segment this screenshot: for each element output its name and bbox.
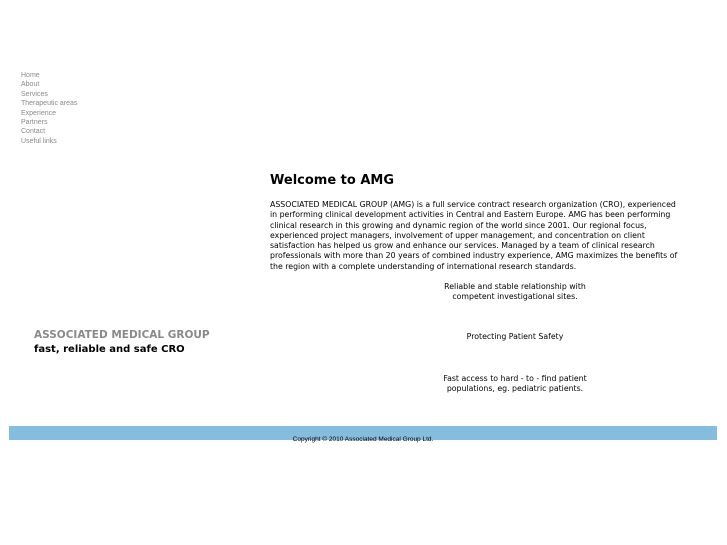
brand-tagline: fast, reliable and safe CRO bbox=[34, 344, 185, 355]
nav-item-therapeutic-areas[interactable]: Therapeutic areas bbox=[21, 100, 78, 108]
main-content bbox=[270, 172, 680, 272]
feature-point-sites: Reliable and stable relationship with competent investigational sites. bbox=[444, 282, 586, 302]
feature-point-safety: Protecting Patient Safety bbox=[466, 332, 564, 341]
nav-item-useful-links[interactable]: Useful links bbox=[21, 137, 57, 145]
page-title: Welcome to AMG bbox=[270, 173, 395, 188]
nav-item-services[interactable]: Services bbox=[21, 90, 48, 98]
nav-item-about[interactable]: About bbox=[21, 81, 40, 89]
nav-item-contact[interactable]: Contact bbox=[21, 128, 46, 136]
nav-item-partners[interactable]: Partners bbox=[21, 119, 48, 127]
footer-bar bbox=[9, 426, 717, 443]
nav-item-home[interactable]: Home bbox=[21, 72, 40, 79]
feature-point-access: Fast access to hard - to - find patient populations, eg. pediatric patients. bbox=[443, 374, 587, 394]
nav-item-experience[interactable]: Experience bbox=[21, 109, 57, 117]
intro-paragraph: ASSOCIATED MEDICAL GROUP (AMG) is a full service contract research organization (CRO), experienced in performing clinical development activities in Central and Eastern Europe. AMG has been performing clinical research in this growing and dynamic region of the world since 2001. Our regional focus, experienced project managers, involvement of upper management, and concentration on client satisfaction has helped us grow and enhance our services. Managed by a team of clinical research professionals with more than 20 years of combined industry experience, AMG maximizes the benefits of the region with a complete understanding of international research standards. bbox=[270, 200, 678, 271]
main-navigation bbox=[21, 71, 77, 146]
copyright-text: Copyright © 2010 Associated Medical Group Ltd. bbox=[292, 436, 434, 443]
brand-block bbox=[34, 329, 210, 357]
brand-name: ASSOCIATED MEDICAL GROUP bbox=[34, 329, 210, 341]
